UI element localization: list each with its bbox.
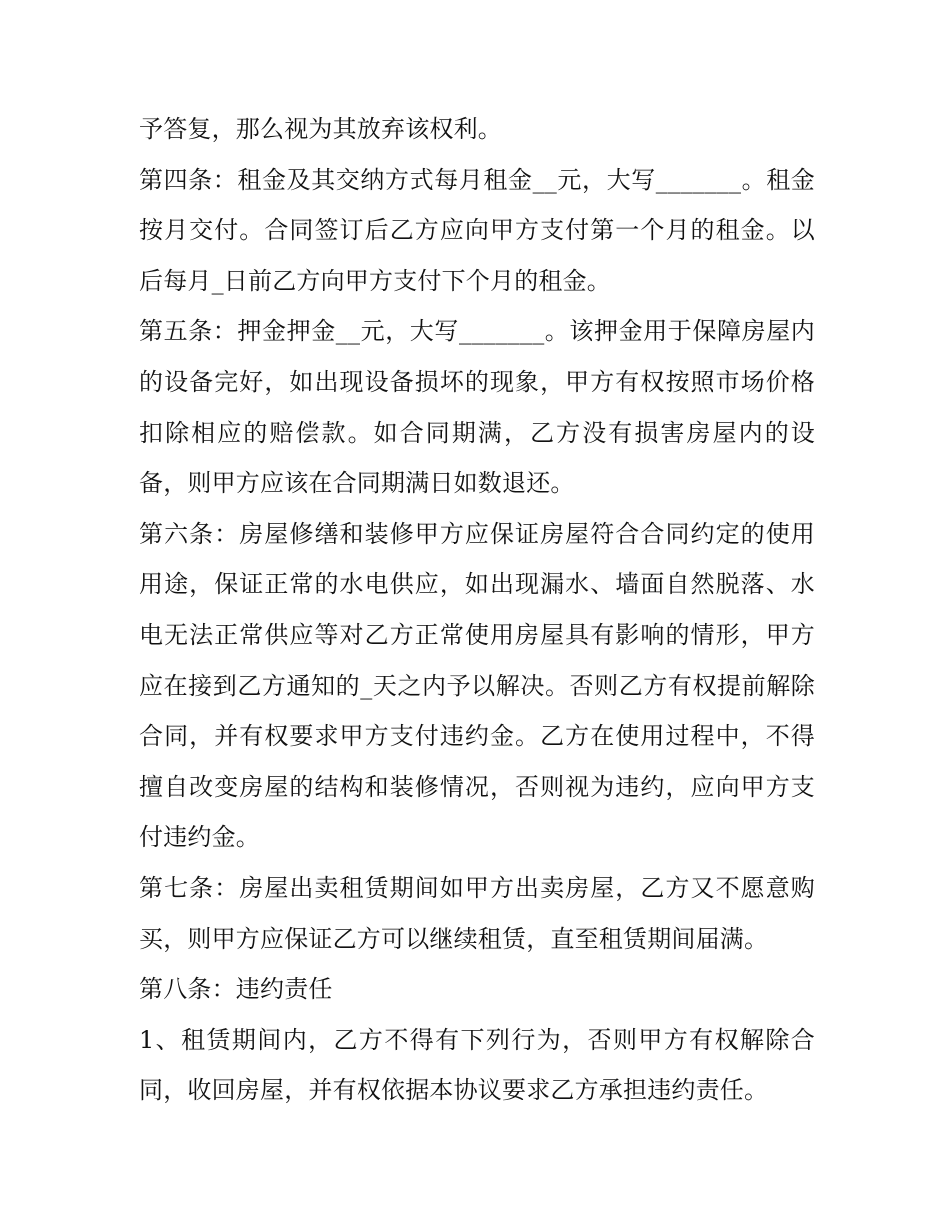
paragraph-article-5-deposit: 第五条：押金押金__元，大写_______。该押金用于保障房屋内的设备完好，如出现设备损坏的现象，甲方有权按照市场价格扣除相应的赔偿款。如合同期满，乙方没有损害房屋内的设备，则甲方应该在合同期满日如数退还。: [139, 317, 815, 498]
paragraph-continuation: 予答复，那么视为其放弃该权利。: [139, 115, 502, 143]
paragraph-article-8-item-1: 1、租赁期间内，乙方不得有下列行为，否则甲方有权解除合同，收回房屋，并有权依据本协议要求乙方承担违约责任。: [139, 1025, 815, 1105]
paragraph-article-8-heading: 第八条：违约责任: [139, 975, 333, 1004]
document-body: [139, 104, 815, 1116]
paragraph-article-4-rent: 第四条：租金及其交纳方式每月租金__元，大写_______。租金按月交付。合同签订后乙方应向甲方支付第一个月的租金。以后每月_日前乙方向甲方支付下个月的租金。: [139, 165, 815, 295]
paragraph-article-6-repairs: 第六条：房屋修缮和装修甲方应保证房屋符合合同约定的使用用途，保证正常的水电供应，如出现漏水、墙面自然脱落、水电无法正常供应等对乙方正常使用房屋具有影响的情形，甲方应在接到乙方通知的_天之内予以解决。否则乙方有权提前解除合同，并有权要求甲方支付违约金。乙方在使用过程中，不得擅自改变房屋的结构和装修情况，否则视为违约，应向甲方支付违约金。: [139, 519, 815, 852]
paragraph-article-7-sale: 第七条：房屋出卖租赁期间如甲方出卖房屋，乙方又不愿意购买，则甲方应保证乙方可以继续租赁，直至租赁期间届满。: [139, 873, 815, 953]
